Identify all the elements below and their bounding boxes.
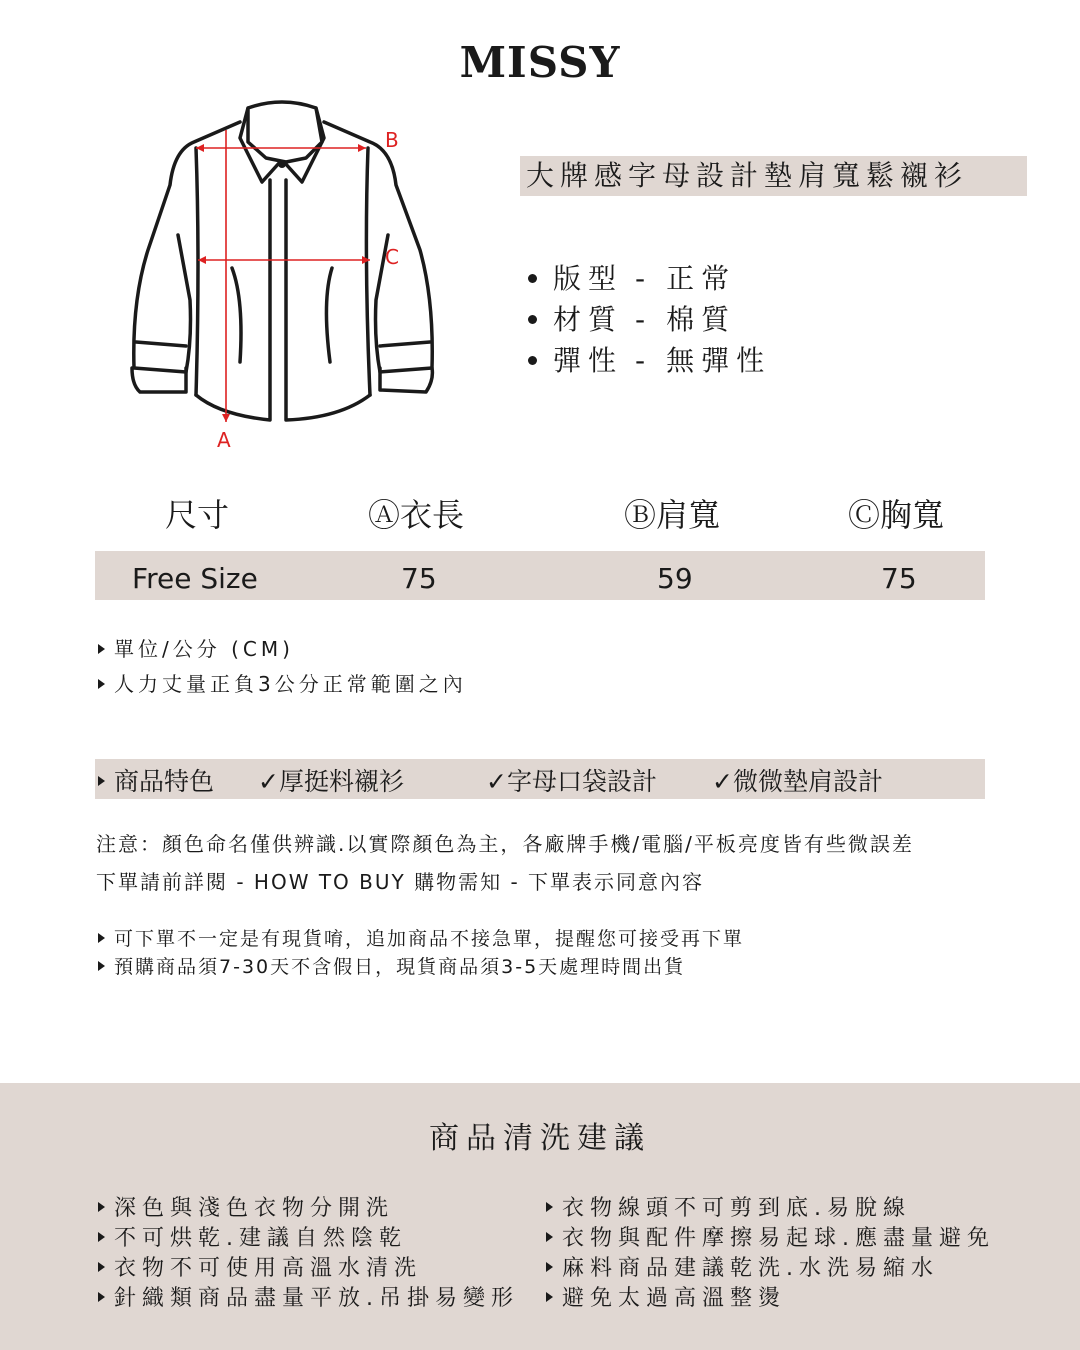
shirt-measurement-diagram — [128, 92, 448, 457]
feature-item: ✓字母口袋設計 — [486, 767, 657, 796]
product-title: 大牌感字母設計墊肩寬鬆襯衫 — [520, 156, 1027, 196]
wash-tip: 深色與淺色衣物分開洗 — [98, 1191, 394, 1222]
measure-label-b: B — [385, 128, 399, 152]
features-label: 商品特色 — [98, 762, 214, 798]
unit-note: 單位/公分 (CM) — [98, 633, 294, 662]
color-notice: 注意：顏色命名僅供辨識.以實際顏色為主，各廠牌手機/電腦/平板亮度皆有些微誤差 — [96, 832, 914, 856]
wash-tip: 衣物線頭不可剪到底.易脫線 — [546, 1191, 911, 1222]
triangle-bullet-icon — [98, 1262, 105, 1272]
bullet-dot — [528, 274, 537, 283]
feature-item: ✓厚挺料襯衫 — [258, 767, 404, 796]
purchase-notice: 下單請前詳閱 - HOW TO BUY 購物需知 - 下單表示同意內容 — [96, 870, 705, 894]
wash-tip: 針織類商品盡量平放.吊掛易變形 — [98, 1281, 519, 1312]
length-value: 75 — [401, 562, 437, 595]
wash-title: 商品清洗建議 — [429, 1121, 651, 1156]
wash-tip: 衣物與配件摩擦易起球.應盡量避免 — [546, 1221, 995, 1252]
shoulder-header: Ⓑ肩寬 — [624, 496, 721, 534]
shoulder-value: 59 — [657, 562, 693, 595]
order-note-preorder: 預購商品須7-30天不含假日，現貨商品須3-5天處理時間出貨 — [98, 952, 685, 979]
triangle-bullet-icon — [546, 1262, 553, 1272]
size-header: 尺寸 — [165, 496, 230, 534]
brand-logo: MISSY — [459, 38, 621, 87]
wash-tip: 麻料商品建議乾洗.水洗易縮水 — [546, 1251, 939, 1282]
triangle-bullet-icon — [98, 1232, 105, 1242]
chest-value: 75 — [881, 562, 917, 595]
wash-tip: 衣物不可使用高溫水清洗 — [98, 1251, 422, 1282]
bullet-dot — [528, 315, 537, 324]
triangle-bullet-icon — [546, 1202, 553, 1212]
feature-item: ✓微微墊肩設計 — [712, 767, 883, 796]
tolerance-note: 人力丈量正負3公分正常範圍之內 — [98, 668, 467, 697]
triangle-bullet-icon — [98, 679, 105, 689]
spec-material: 材質 - 棉質 — [528, 299, 771, 340]
spec-elasticity: 彈性 - 無彈性 — [528, 340, 771, 381]
wash-tip: 避免太過高溫整燙 — [546, 1281, 786, 1312]
triangle-bullet-icon — [98, 1292, 105, 1302]
spec-fit: 版型 - 正常 — [528, 258, 771, 299]
triangle-bullet-icon — [98, 776, 105, 786]
triangle-bullet-icon — [98, 1202, 105, 1212]
chest-header: Ⓒ胸寬 — [848, 496, 945, 534]
order-note-stock: 可下單不一定是有現貨唷，追加商品不接急單，提醒您可接受再下單 — [98, 924, 744, 951]
triangle-bullet-icon — [98, 933, 105, 943]
measure-label-a: A — [217, 428, 231, 452]
triangle-bullet-icon — [546, 1292, 553, 1302]
triangle-bullet-icon — [98, 961, 105, 971]
spec-list — [528, 258, 771, 381]
bullet-dot — [528, 356, 537, 365]
triangle-bullet-icon — [98, 644, 105, 654]
length-header: Ⓐ衣長 — [368, 496, 465, 534]
wash-tip: 不可烘乾.建議自然陰乾 — [98, 1221, 407, 1252]
size-value: Free Size — [132, 562, 258, 595]
measure-label-c: C — [385, 245, 399, 269]
triangle-bullet-icon — [546, 1232, 553, 1242]
